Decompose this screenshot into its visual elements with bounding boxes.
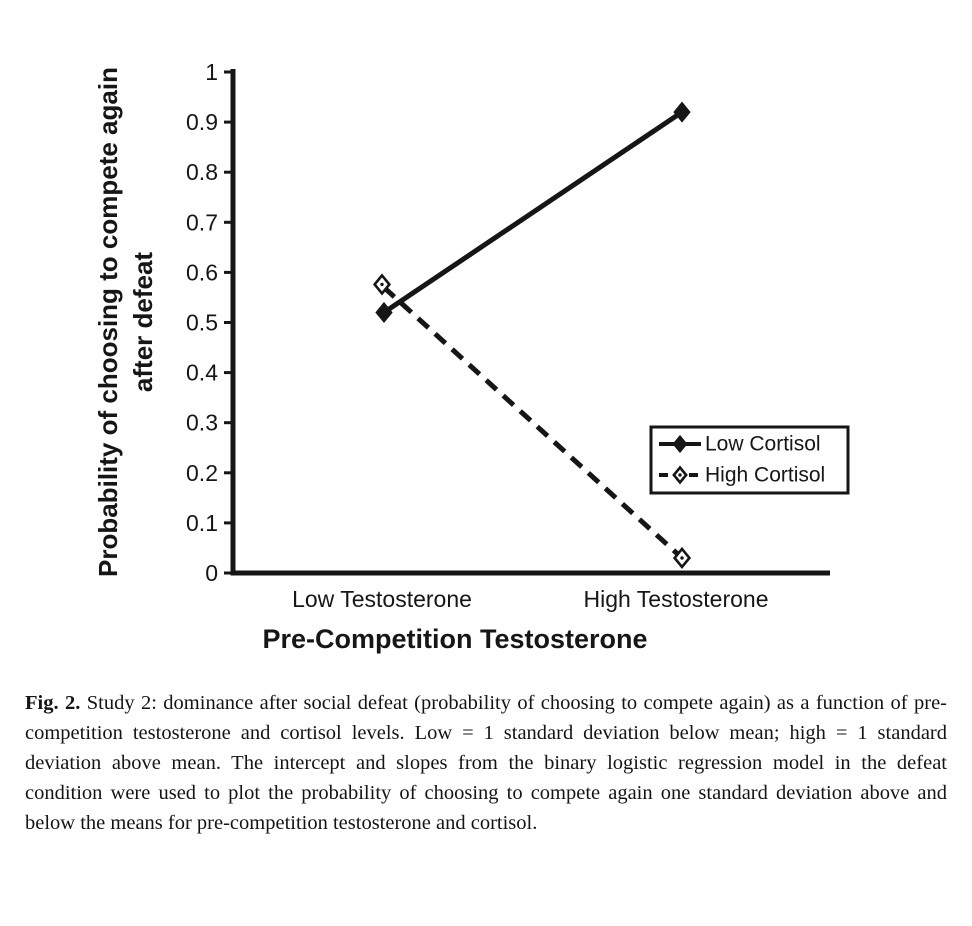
y-tick-label: 0.2: [186, 459, 218, 486]
y-tick-label: 1: [205, 59, 218, 85]
legend-marker-center-dot: [678, 473, 681, 476]
x-category-label: Low Testosterone: [292, 586, 472, 612]
figure-caption-label: Fig. 2.: [25, 692, 81, 714]
series-high-cortisol-marker-center-dot: [680, 556, 683, 559]
y-tick-label: 0.7: [186, 209, 218, 236]
plot-generated: [186, 59, 848, 612]
y-axis-ticks: [186, 59, 233, 586]
y-tick-label: 0.6: [186, 259, 218, 286]
y-tick-label: 0.1: [186, 509, 218, 536]
series-high-cortisol-marker-center-dot: [380, 283, 383, 286]
legend-label: High Cortisol: [705, 463, 826, 487]
y-tick-label: 0.4: [186, 359, 218, 386]
figure-caption-text: Study 2: dominance after social defeat (probability of choosing to compete again) as a function of pre-competition testosterone and cortisol levels. Low = 1 standard deviation below mean; high = 1 standard deviation above mean. The intercept and slopes from the binary logistic regression model in the defeat condition were used to plot the probability of choosing to compete again one standard deviation above and below the means for pre-competition testosterone and cortisol.: [25, 692, 948, 834]
y-tick-label: 0.3: [186, 409, 218, 436]
series-low-cortisol-line: [384, 112, 682, 312]
series-high-cortisol-line: [384, 287, 682, 558]
y-tick-label: 0: [205, 560, 218, 586]
y-tick-label: 0.9: [186, 109, 218, 136]
x-axis-title: Pre-Competition Testosterone: [262, 624, 648, 654]
y-axis-title-line1: Probability of choosing to compete again: [93, 67, 123, 577]
legend-label: Low Cortisol: [705, 432, 821, 456]
y-tick-label: 0.8: [186, 159, 218, 186]
legend: [651, 427, 848, 493]
series-high-cortisol: [375, 275, 690, 567]
figure-caption: [25, 688, 947, 838]
series-low-cortisol: [377, 103, 690, 321]
x-category-label: High Testosterone: [583, 586, 769, 612]
y-tick-label: 0.5: [186, 309, 218, 336]
y-axis-title-line2: after defeat: [128, 251, 158, 393]
